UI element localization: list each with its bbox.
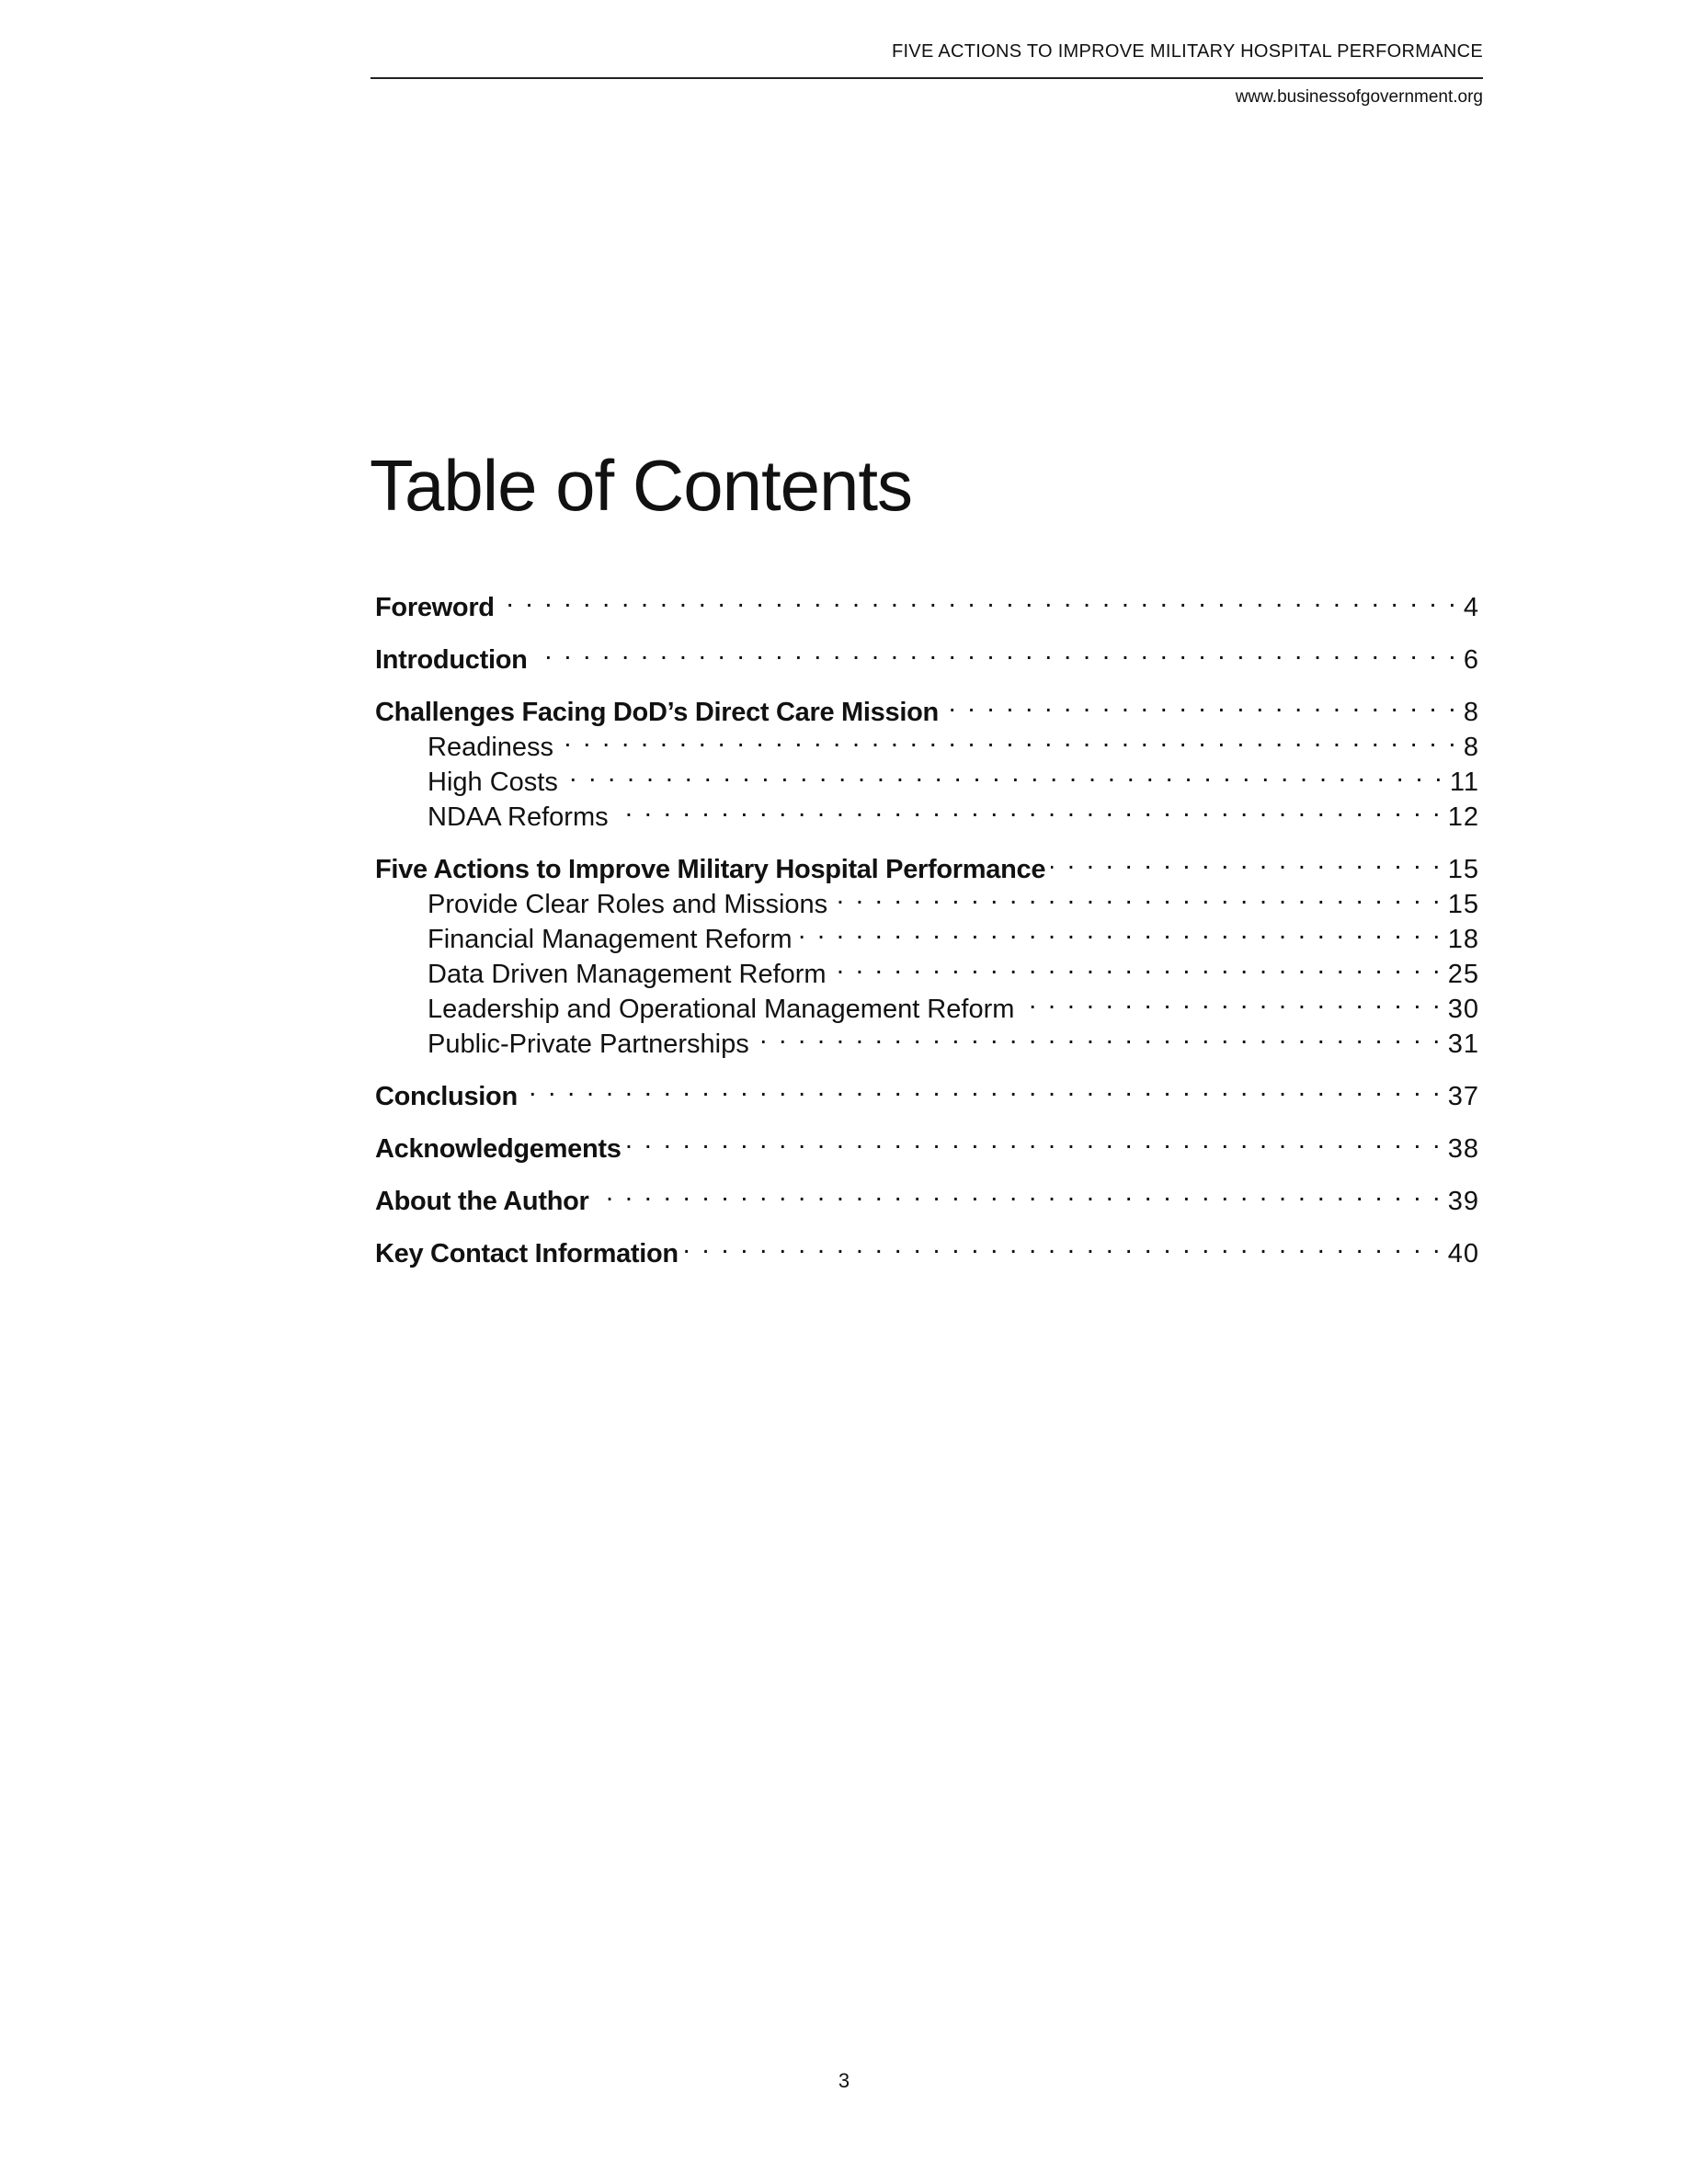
toc-entry-acknowledgements[interactable] (375, 1122, 1479, 1164)
header-title: FIVE ACTIONS TO IMPROVE MILITARY HOSPITAL PERFORMANCE (891, 41, 1483, 62)
toc-dot-leader (614, 791, 1443, 825)
toc-entry-page: 40 (1447, 1239, 1479, 1268)
toc-entry-page: 39 (1447, 1187, 1479, 1216)
toc-dot-leader (944, 686, 1458, 721)
toc-subentry-page: 11 (1449, 768, 1479, 797)
toc-entry-page: 6 (1463, 645, 1479, 675)
toc-subentry-title: Financial Management Reform (428, 925, 793, 954)
toc-subentry-title: Leadership and Operational Management Reform (428, 995, 1015, 1024)
toc-entry-page: 15 (1447, 855, 1479, 884)
toc-dot-leader (523, 1070, 1443, 1105)
header-rule (371, 77, 1483, 79)
toc-entry-title: Five Actions to Improve Military Hospital Performance (375, 855, 1046, 884)
toc-dot-leader (500, 581, 1458, 616)
toc-subentry-title: Readiness (428, 733, 554, 762)
toc-entry-foreword[interactable] (375, 581, 1479, 622)
toc-entry-page: 37 (1447, 1082, 1479, 1111)
toc-subentry-page: 15 (1447, 890, 1479, 919)
toc-subentry-page: 12 (1447, 802, 1479, 832)
toc-entry-title: Introduction (375, 645, 528, 675)
toc-entry-title: Key Contact Information (375, 1239, 679, 1268)
toc-subentry-title: High Costs (428, 768, 558, 797)
toc-dot-leader (564, 756, 1444, 791)
toc-entry-title: Acknowledgements (375, 1134, 622, 1164)
toc-subentry-title: Public-Private Partnerships (428, 1029, 749, 1059)
toc-entry-title: Conclusion (375, 1082, 518, 1111)
toc-dot-leader (832, 948, 1443, 983)
toc-subentry-page: 18 (1447, 925, 1479, 954)
toc-entry-five-actions[interactable] (375, 843, 1479, 884)
toc-dot-leader (627, 1122, 1443, 1157)
running-header (371, 40, 1483, 108)
toc-dot-leader (798, 913, 1443, 948)
toc-dot-leader (1051, 843, 1443, 878)
page-title: Table of Contents (370, 445, 913, 526)
table-of-contents (375, 581, 1479, 1268)
toc-dot-leader (684, 1227, 1443, 1262)
toc-dot-leader (755, 1018, 1443, 1052)
toc-entry-challenges[interactable] (375, 686, 1479, 727)
toc-entry-page: 8 (1463, 698, 1479, 727)
toc-subentry-title: Provide Clear Roles and Missions (428, 890, 828, 919)
toc-entry-about-author[interactable] (375, 1175, 1479, 1216)
toc-entry-page: 38 (1447, 1134, 1479, 1164)
toc-entry-title: About the Author (375, 1187, 589, 1216)
toc-entry-page: 4 (1463, 593, 1479, 622)
toc-subentry-page: 31 (1447, 1029, 1479, 1059)
toc-dot-leader (595, 1175, 1443, 1210)
toc-dot-leader (559, 721, 1458, 756)
toc-subentry-title: Data Driven Management Reform (428, 960, 827, 989)
toc-subentry-page: 30 (1447, 995, 1479, 1024)
toc-entry-key-contact[interactable] (375, 1227, 1479, 1268)
toc-dot-leader (1020, 983, 1442, 1018)
toc-subentry-page: 8 (1463, 733, 1479, 762)
toc-entry-title: Challenges Facing DoD’s Direct Care Mission (375, 698, 939, 727)
toc-dot-leader (833, 878, 1443, 913)
toc-dot-leader (533, 633, 1458, 668)
toc-subentry-page: 25 (1447, 960, 1479, 989)
toc-subentry-title: NDAA Reforms (428, 802, 609, 832)
toc-entry-conclusion[interactable] (375, 1070, 1479, 1111)
header-url: www.businessofgovernment.org (1235, 87, 1483, 107)
toc-entry-title: Foreword (375, 593, 495, 622)
page-number: 3 (838, 2069, 850, 2092)
toc-entry-introduction[interactable] (375, 633, 1479, 675)
